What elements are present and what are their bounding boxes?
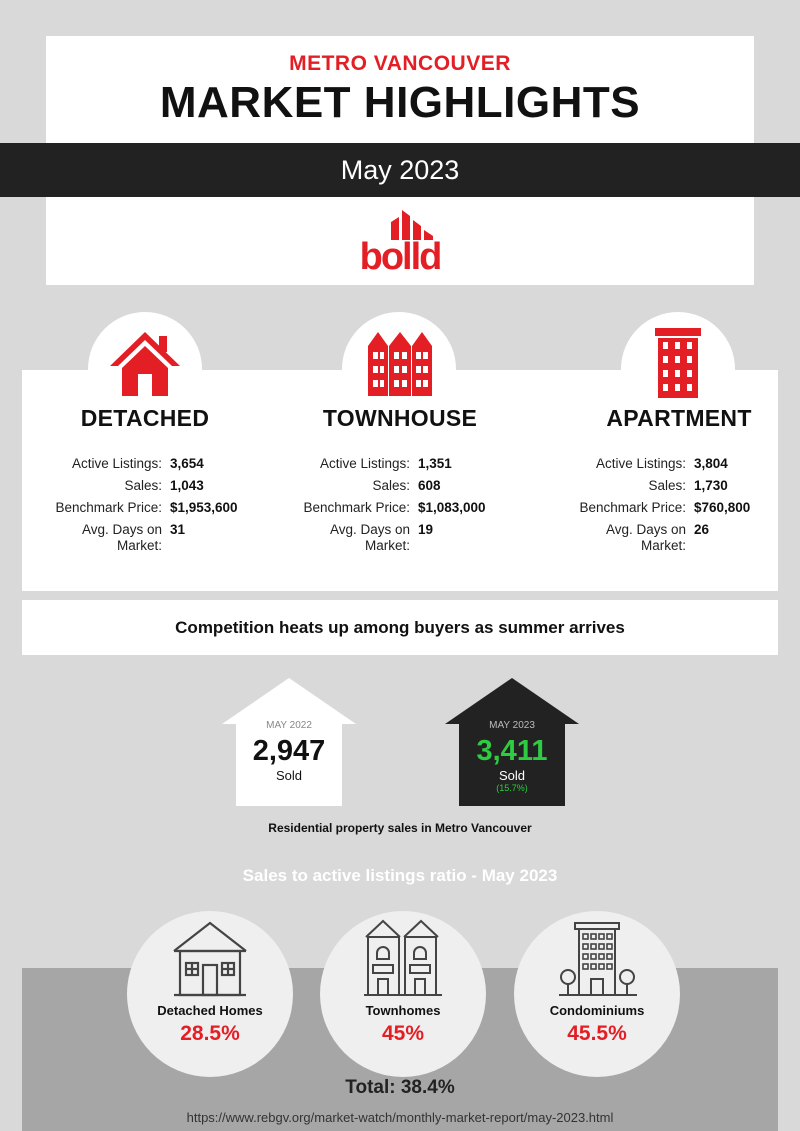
detached-ratio <box>127 1003 293 1046</box>
stat-value: $1,953,600 <box>170 500 238 515</box>
stat-label: Avg. Days on Market: <box>605 522 686 553</box>
stat-label: Sales: <box>648 478 686 493</box>
apartment-building-icon <box>655 328 701 398</box>
sales-caption: Residential property sales in Metro Vancouver <box>268 821 532 835</box>
stat-label: Avg. Days on Market: <box>329 522 410 553</box>
apartment-stats <box>570 456 750 560</box>
sales-count: 2,947 <box>252 735 326 767</box>
stat-value: $1,083,000 <box>418 500 486 515</box>
detached-column <box>20 405 270 432</box>
stat-value: 1,730 <box>694 478 728 493</box>
ratio-label: Detached Homes <box>157 1003 263 1018</box>
stat-value: 608 <box>418 478 441 493</box>
ratio-value: 45.5% <box>567 1022 627 1045</box>
headline: Competition heats up among buyers as summer arrives <box>22 600 778 655</box>
may-2022-sales <box>236 720 342 783</box>
report-title: MARKET HIGHLIGHTS <box>159 78 641 127</box>
stat-label: Benchmark Price: <box>579 500 686 515</box>
period-label: MAY 2023 <box>489 720 535 731</box>
detached-home-icon <box>172 921 248 997</box>
stat-value: 1,043 <box>170 478 204 493</box>
stat-value: 1,351 <box>418 456 452 471</box>
report-date: May 2023 <box>0 143 800 197</box>
stat-label: Active Listings: <box>595 456 686 471</box>
stat-value: 31 <box>170 522 186 537</box>
stat-label: Sales: <box>124 478 162 493</box>
stat-label: Active Listings: <box>71 456 162 471</box>
stat-label: Benchmark Price: <box>55 500 162 515</box>
bolld-logo-icon <box>355 206 445 272</box>
report-subtitle: METRO VANCOUVER <box>289 52 511 75</box>
stat-value: 19 <box>418 522 434 537</box>
detached-stats <box>46 456 238 560</box>
condominiums-ratio <box>514 1003 680 1046</box>
stat-label: Avg. Days on Market: <box>81 522 162 553</box>
period-label: MAY 2022 <box>266 720 312 731</box>
townhouse-column <box>275 405 525 432</box>
may-2023-sales <box>459 720 565 793</box>
ratio-value: 28.5% <box>180 1022 240 1045</box>
ratio-label: Condominiums <box>549 1003 645 1018</box>
total-ratio: Total: 38.4% <box>345 1077 455 1098</box>
townhouse-icon <box>366 328 434 396</box>
ratio-title: Sales to active listings ratio - May 2023 <box>242 866 558 885</box>
sales-count: 3,411 <box>476 735 548 767</box>
ratio-label: Townhomes <box>365 1003 441 1018</box>
detached-title: DETACHED <box>80 405 210 431</box>
townhomes-icon <box>364 919 442 997</box>
stat-value: 26 <box>694 522 710 537</box>
house-icon <box>108 328 182 398</box>
stat-value: 3,804 <box>694 456 728 471</box>
stat-value: $760,800 <box>694 500 751 515</box>
stat-label: Active Listings: <box>319 456 410 471</box>
ratio-value: 45% <box>381 1022 425 1045</box>
sold-label: Sold <box>498 768 526 783</box>
townhouse-title: TOWNHOUSE <box>322 405 478 431</box>
apartment-column <box>554 405 800 432</box>
townhouse-stats <box>294 456 486 560</box>
change-percent: (15.7%) <box>496 783 528 793</box>
logo-text: bolld <box>359 236 441 272</box>
source-link[interactable]: https://www.rebgv.org/market-watch/monthly-market-report/may-2023.html <box>186 1110 614 1125</box>
townhomes-ratio <box>320 1003 486 1046</box>
stat-label: Benchmark Price: <box>303 500 410 515</box>
condominium-icon <box>559 921 637 997</box>
stat-label: Sales: <box>372 478 410 493</box>
stat-value: 3,654 <box>170 456 204 471</box>
sold-label: Sold <box>275 768 303 783</box>
apartment-title: APARTMENT <box>606 405 752 431</box>
